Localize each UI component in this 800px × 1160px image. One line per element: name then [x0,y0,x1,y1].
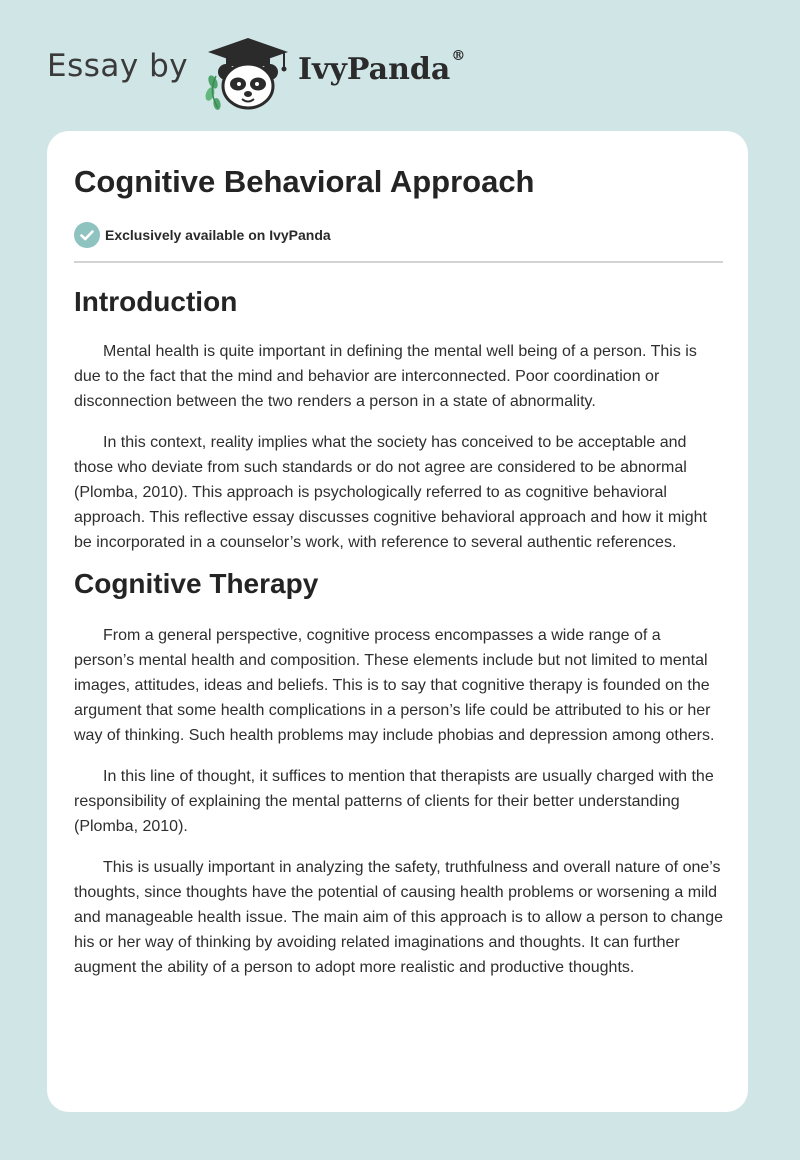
registered-mark: ® [451,48,466,64]
panda-graduate-icon[interactable] [202,36,294,110]
site-header [0,0,800,130]
brand-name[interactable] [298,48,466,87]
check-circle-icon [74,222,100,248]
section-heading-introduction: Introduction [74,286,238,317]
exclusive-badge [74,222,331,248]
section-heading-cognitive-therapy: Cognitive Therapy [74,568,319,599]
divider [74,261,723,263]
paragraph: Mental health is quite important in defining the mental well being of a person. This is due to the fact that the mind and behavior are interconnected. Poor coordination or disconnection between the two renders a person in a state of abnormality. [74,343,697,410]
paragraph: In this line of thought, it suffices to mention that therapists are usually charged with the responsibility of explaining the mental patterns of clients for their better understanding (Plomba, 2010). [74,768,714,835]
page-title: Cognitive Behavioral Approach [74,164,535,199]
essay-body [74,281,723,996]
paragraph: From a general perspective, cognitive process encompasses a wide range of a person’s mental health and composition. These elements include but not limited to mental images, attitudes, ideas and beliefs. This is to say that cognitive therapy is founded on the argument that some health complications in a person’s life could be attributed to his or her way of thinking. Such health problems may include phobias and depression among others. [74,627,715,744]
essay-card [47,131,748,1112]
essay-by-label: Essay by [47,48,189,84]
badge-label: Exclusively available on IvyPanda [105,227,331,243]
paragraph: In this context, reality implies what the society has conceived to be acceptable and those who deviate from such standards or do not agree are considered to be abnormal (Plomba, 2010). This approach is psychologically referred to as cognitive behavioral approach. This reflective essay discusses cognitive behavioral approach and how it might be incorporated in a counselor’s work, with reference to several authentic references. [74,434,707,551]
brand-text: IvyPanda [298,52,451,87]
paragraph: This is usually important in analyzing the safety, truthfulness and overall nature of one’s thoughts, since thoughts have the potential of causing health problems or worsening a mild and manageable health issue. The main aim of this approach is to allow a person to change his or her way of thinking by avoiding related imaginations and thoughts. It can further augment the ability of a person to adopt more realistic and productive thoughts. [74,859,723,976]
